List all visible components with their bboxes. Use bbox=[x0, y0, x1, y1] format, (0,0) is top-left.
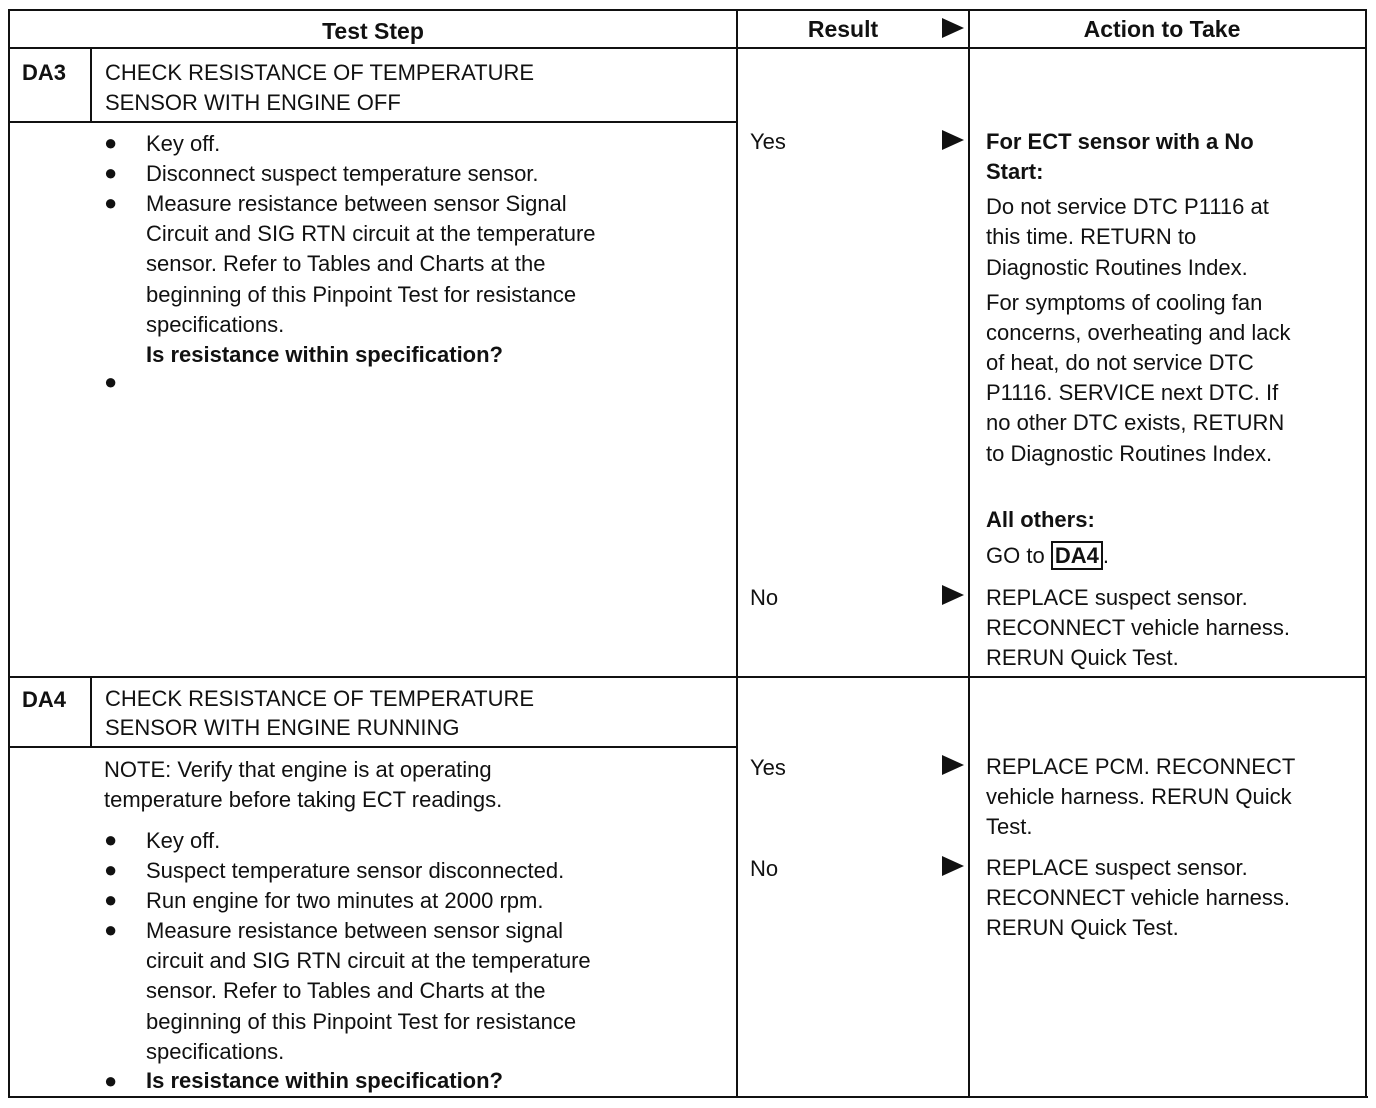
da3-yes-para2: For symptoms of cooling fan bbox=[986, 290, 1263, 315]
da3-goto bbox=[986, 541, 1109, 571]
da4-step: circuit and SIG RTN circuit at the temperature bbox=[146, 948, 591, 973]
da3-no-action: REPLACE suspect sensor. bbox=[986, 585, 1248, 610]
da4-title-underline bbox=[8, 746, 737, 748]
da3-step: specifications. bbox=[146, 312, 285, 337]
bullet-icon: ● bbox=[104, 130, 118, 155]
header-result: Result bbox=[807, 16, 879, 42]
da4-yes-label: Yes bbox=[750, 755, 786, 780]
da4-yes-arrow-icon bbox=[942, 755, 964, 775]
da3-goto-link[interactable]: DA4 bbox=[1051, 541, 1103, 570]
da4-question: Is resistance within specification? bbox=[146, 1068, 503, 1093]
da3-yes-para2: to Diagnostic Routines Index. bbox=[986, 441, 1273, 466]
table-top-border bbox=[8, 9, 1366, 11]
da4-no-label: No bbox=[750, 856, 779, 881]
da3-id-divider bbox=[90, 49, 92, 121]
bullet-icon: ● bbox=[104, 827, 118, 852]
da4-no-action: RERUN Quick Test. bbox=[986, 915, 1179, 940]
da3-all-others: All others: bbox=[986, 507, 1095, 532]
da3-yes-para2: of heat, do not service DTC bbox=[986, 350, 1254, 375]
header-test-step: Test Step bbox=[322, 18, 424, 44]
da3-title-line-1: CHECK RESISTANCE OF TEMPERATURE bbox=[105, 60, 535, 85]
table-bottom-border bbox=[8, 1096, 1368, 1098]
da4-step: Key off. bbox=[146, 828, 221, 853]
header-action: Action to Take bbox=[1083, 16, 1241, 42]
da3-goto-suffix: . bbox=[1102, 543, 1109, 568]
da3-yes-para2: no other DTC exists, RETURN bbox=[986, 410, 1285, 435]
da4-id: DA4 bbox=[22, 687, 67, 712]
da3-yes-heading: For ECT sensor with a No bbox=[986, 129, 1254, 154]
header-bottom-border bbox=[8, 47, 1366, 49]
da4-note: NOTE: Verify that engine is at operating bbox=[104, 757, 492, 782]
da3-step: Disconnect suspect temperature sensor. bbox=[146, 161, 539, 186]
da3-no-action: RERUN Quick Test. bbox=[986, 645, 1179, 670]
da3-yes-para1: Diagnostic Routines Index. bbox=[986, 255, 1248, 280]
da4-no-action: RECONNECT vehicle harness. bbox=[986, 885, 1291, 910]
col-divider-result bbox=[736, 9, 738, 1098]
da3-no-arrow-icon bbox=[942, 585, 964, 605]
da4-title-line-2: SENSOR WITH ENGINE RUNNING bbox=[105, 715, 460, 740]
bullet-icon: ● bbox=[104, 369, 118, 394]
da3-title-line-2: SENSOR WITH ENGINE OFF bbox=[105, 90, 401, 115]
da4-title-line-1: CHECK RESISTANCE OF TEMPERATURE bbox=[105, 686, 535, 711]
bullet-icon: ● bbox=[104, 917, 118, 942]
row-divider bbox=[8, 676, 1366, 678]
header-arrow-icon bbox=[942, 18, 964, 38]
da4-yes-action: Test. bbox=[986, 814, 1033, 839]
da3-yes-para1: Do not service DTC P1116 at bbox=[986, 194, 1269, 219]
col-divider-action bbox=[968, 9, 970, 1098]
da3-step: Measure resistance between sensor Signal bbox=[146, 191, 567, 216]
da4-no-action: REPLACE suspect sensor. bbox=[986, 855, 1248, 880]
da4-step: sensor. Refer to Tables and Charts at the bbox=[146, 978, 546, 1003]
da3-step: Circuit and SIG RTN circuit at the temperature bbox=[146, 221, 596, 246]
da4-step: Measure resistance between sensor signal bbox=[146, 918, 564, 943]
da3-title-underline bbox=[8, 121, 737, 123]
da3-goto-prefix: GO to bbox=[986, 543, 1045, 568]
da3-step: beginning of this Pinpoint Test for resistance bbox=[146, 282, 577, 307]
da3-yes-para2: concerns, overheating and lack bbox=[986, 320, 1291, 345]
bullet-icon: ● bbox=[104, 857, 118, 882]
da3-yes-heading: Start: bbox=[986, 159, 1044, 184]
da3-id: DA3 bbox=[22, 60, 67, 85]
da3-yes-para2: P1116. SERVICE next DTC. If bbox=[986, 380, 1279, 405]
da4-note: temperature before taking ECT readings. bbox=[104, 787, 503, 812]
da4-step: Suspect temperature sensor disconnected. bbox=[146, 858, 565, 883]
bullet-icon: ● bbox=[104, 160, 118, 185]
da4-yes-action: REPLACE PCM. RECONNECT bbox=[986, 754, 1296, 779]
table-left-border bbox=[8, 9, 10, 1098]
da4-id-divider bbox=[90, 678, 92, 746]
da3-step: sensor. Refer to Tables and Charts at the bbox=[146, 251, 546, 276]
bullet-icon: ● bbox=[104, 190, 118, 215]
da3-yes-para1: this time. RETURN to bbox=[986, 224, 1197, 249]
da3-no-label: No bbox=[750, 585, 779, 610]
da4-no-arrow-icon bbox=[942, 856, 964, 876]
da3-question: Is resistance within specification? bbox=[146, 342, 503, 367]
da3-no-action: RECONNECT vehicle harness. bbox=[986, 615, 1291, 640]
da3-yes-label: Yes bbox=[750, 129, 786, 154]
table-right-border bbox=[1365, 9, 1367, 1098]
da3-step: Key off. bbox=[146, 131, 221, 156]
da4-step: beginning of this Pinpoint Test for resistance bbox=[146, 1009, 577, 1034]
bullet-icon: ● bbox=[104, 887, 118, 912]
da4-step: specifications. bbox=[146, 1039, 285, 1064]
da4-yes-action: vehicle harness. RERUN Quick bbox=[986, 784, 1292, 809]
da4-step: Run engine for two minutes at 2000 rpm. bbox=[146, 888, 544, 913]
da3-yes-arrow-icon bbox=[942, 130, 964, 150]
bullet-icon: ● bbox=[104, 1068, 118, 1093]
